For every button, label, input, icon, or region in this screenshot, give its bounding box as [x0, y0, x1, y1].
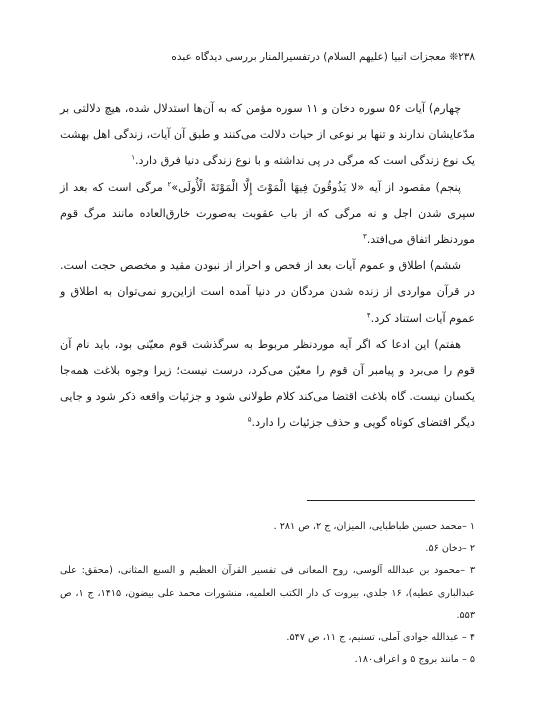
footnote-ref: ۵ — [247, 415, 252, 424]
footnote-ref: ۳ — [362, 232, 367, 241]
footnote-item: ۱ –محمد حسین طباطبایی، المیزان، ج ۲، ص ۲۸۱ . — [273, 521, 475, 532]
footnote-item: ۳ –محمود بن عبدالله آلوسی، روح المعانی فی تفسیر القرآن العظیم و السبع المثانی، (محقق: علی عبدالباری عطیه)، ۱۶ جلدی، بیروت ک دار الکتب العلمیه، منشورات محمد علی بیضون، ۱۴۱۵، ج ۱، ص ۵۵۳. — [60, 565, 476, 621]
footnotes — [60, 516, 475, 671]
footnote-ref: ۲ — [167, 179, 172, 188]
page-number: ۲۳۸ — [458, 51, 475, 63]
paragraph-4: چهارم) آیات ۵۶ سوره دخان و ۱۱ سوره مؤمن که به آن‌ها استدلال شده، هیچ دلالتی بر مدّعایشان ندارند و تنها بر نوعی از حیات دلالت می‌کنند و طبق آن آیات، زندگی اهل بهشت یک نوع زندگی است که مرگی در پی نداشته و با نوع زندگی دنیا فرق دارد.$^۱$ — [60, 102, 475, 168]
quran-verse: لا يَذُوقُونَ فِيهَا الْمَوْتَ إِلَّا الْمَوْتَةَ الْأُولَى — [178, 180, 358, 194]
footnote-ref: ۱ — [131, 153, 135, 162]
footnote-item: ۲ –دخان ۵۶. — [425, 543, 475, 555]
paragraph-6: ششم) اطلاق و عموم آیات بعد از فحص و احراز از نبودن مقید و مخصص حجت است. در قرآن مواردی از زنده شدن مردگان در دنیا آمده است ازاین‌رو نمی‌توان به اطلاق و عموم آیات استناد کرد.$^۴$ — [60, 259, 475, 325]
footnote-separator — [307, 500, 475, 501]
footnote-item: ۵ – مانند بروج ۵ و اعراف۱۸۰. — [354, 654, 475, 666]
footnote-item: ۴ – عبدالله جوادی آملی، تسنیم، ج ۱۱، ص ۵۴۷. — [286, 632, 475, 644]
paragraph-7: هفتم) این ادعا که اگر آیه موردنظر مربوط به سرگذشت قوم معیّنی بود، باید نام آن قوم را می‌برد و پیامبر آن قوم را معیّن می‌کرد، درست نیست؛ زیرا وجوه بلاغت همه‌جا یکسان نیست. گاه بلاغت اقتضا می‌کند کلام طولانی شود و جزئیات واقعه ذکر شود و جایی دیگر اقتضای کوتاه گویی و حذف جزئیات را دارد.$^۵$ — [60, 337, 475, 430]
running-header — [60, 50, 475, 64]
header-title: معجزات انبیا (علیهم السلام) درتفسیرالمنار بررسی دیدگاه عبده — [171, 51, 446, 63]
header-bullet: ❊ — [449, 51, 459, 63]
main-text — [60, 96, 475, 437]
footnote-ref: ۴ — [366, 310, 371, 319]
paragraph-5: پنجم) مقصود از آیه «لا يَذُوقُونَ فِيهَا الْمَوْتَ إِلَّا الْمَوْتَةَ الْأُولَى»$^۲$ مرگی است که بعد از سپری شدن اجل و نه مرگی که از باب عقوبت به‌صورت خارق‌العاده مانند مرگ قوم موردنظر اتفاق می‌افتد.$^۳$ — [60, 179, 475, 247]
